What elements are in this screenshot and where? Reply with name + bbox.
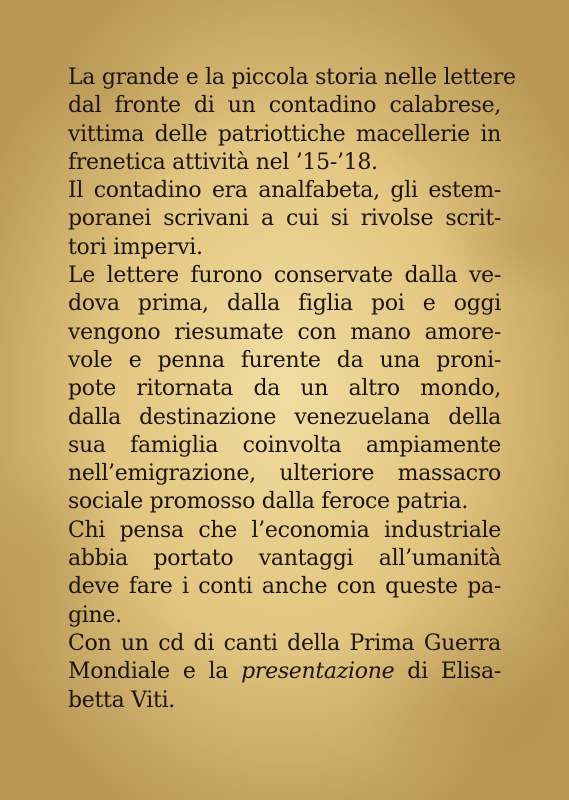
text-line-with-emphasis — [68, 658, 501, 686]
text-line: Chi pensa che l’economia industriale — [68, 517, 501, 543]
text-line: dova prima, dalla figlia poi e oggi — [68, 291, 501, 317]
text-line: vengono riesumate con mano amore- — [68, 319, 501, 345]
text-line: betta Viti. — [68, 687, 176, 713]
text-line: pote ritornata da un altro mondo, — [68, 376, 501, 402]
text-line: vole e penna furente da una proni- — [68, 347, 501, 373]
text-line: vittima delle patriottiche macellerie in — [68, 121, 501, 147]
text-line: poranei scrivani a cui si rivolse scrit- — [68, 206, 501, 232]
text-line: frenetica attività nel ’15-’18. — [68, 149, 378, 175]
text-line: deve fare i conti anche con queste pa- — [68, 574, 501, 600]
book-blurb — [68, 64, 516, 715]
text-run: Mondiale e la — [68, 659, 242, 685]
text-line: tori impervi. — [68, 234, 203, 260]
text-run: di Elisa- — [394, 659, 501, 685]
emphasized-word: presentazione — [241, 659, 395, 685]
text-line: abbia portato vantaggi all’umanità — [68, 546, 501, 572]
text-line: sociale promosso dalla feroce patria. — [68, 489, 469, 515]
text-line: Le lettere furono conservate dalla ve- — [68, 263, 501, 289]
text-line: gine. — [68, 602, 122, 628]
text-line: Il contadino era analfabeta, gli estem- — [68, 178, 501, 204]
text-line: nell’emigrazione, ulteriore massacro — [68, 461, 501, 487]
text-line: sua famiglia coinvolta ampiamente — [68, 432, 501, 458]
text-line: Con un cd di canti della Prima Guerra — [68, 630, 501, 656]
text-line: dal fronte di un contadino calabrese, — [68, 93, 501, 119]
text-line: La grande e la piccola storia nelle lettere — [68, 65, 516, 90]
text-line: dalla destinazione venezuelana della — [68, 404, 501, 430]
